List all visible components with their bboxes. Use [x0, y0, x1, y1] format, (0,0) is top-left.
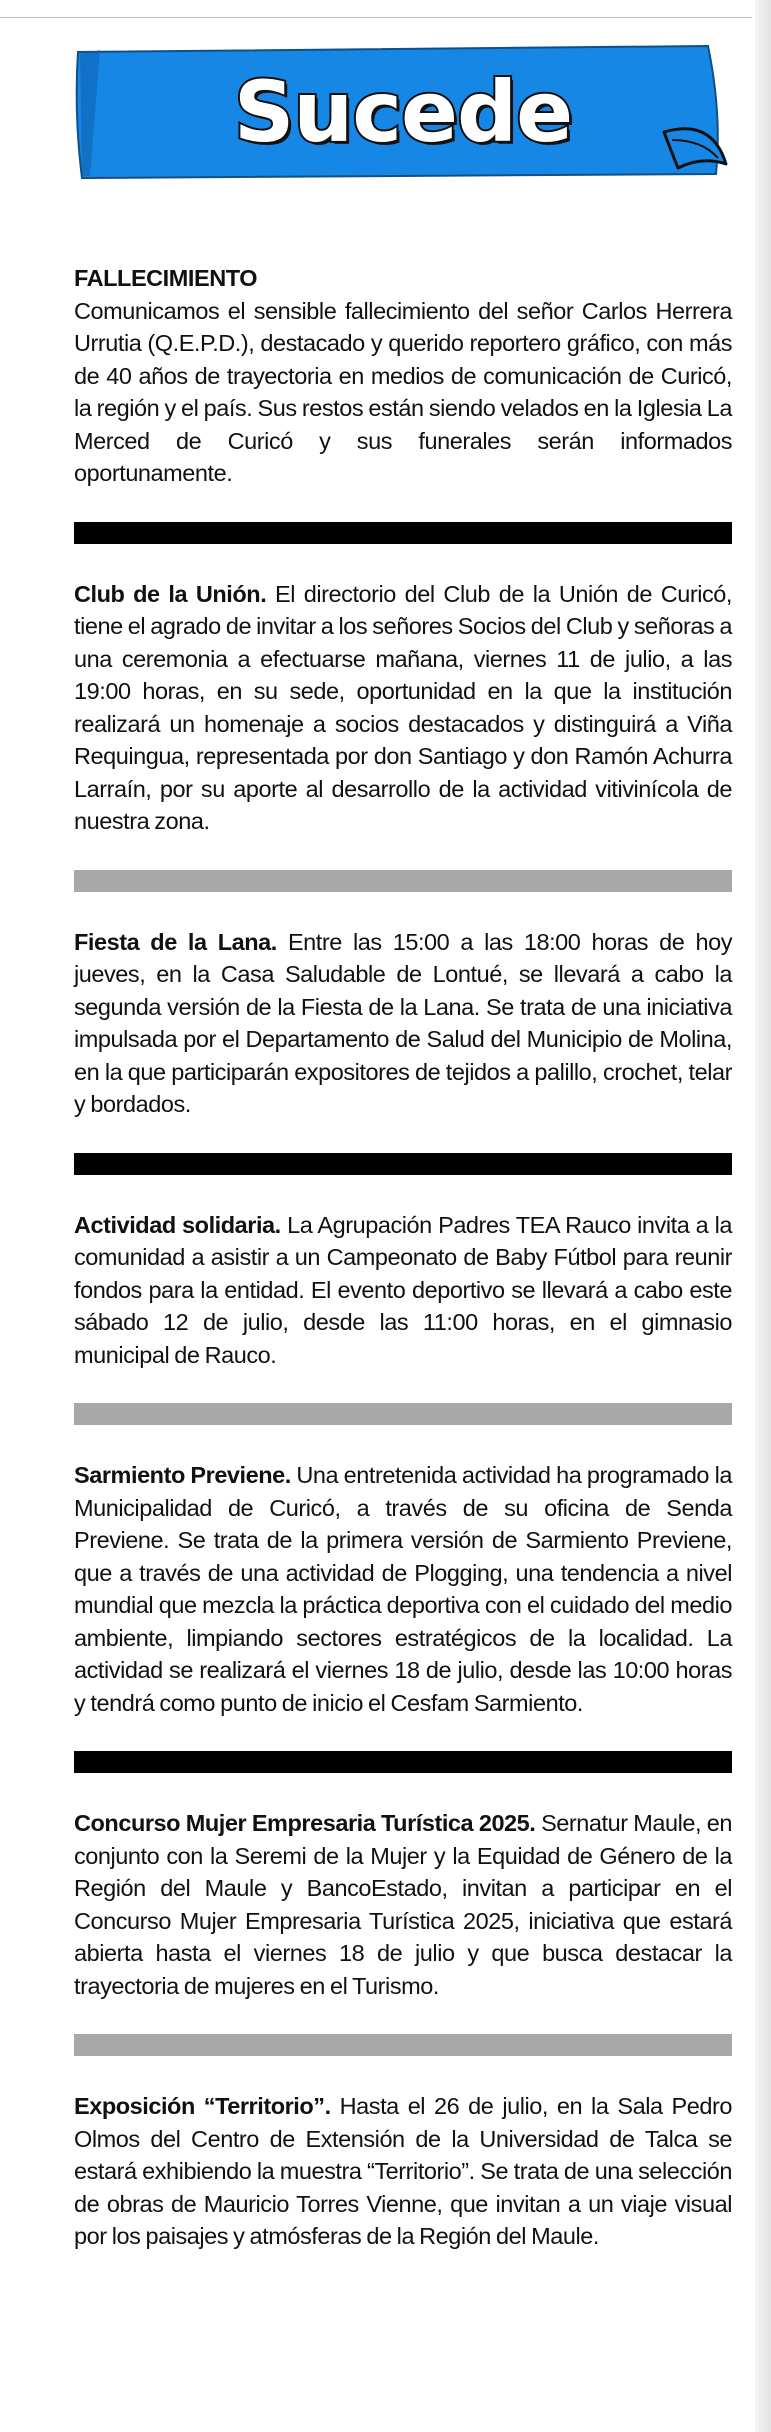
news-item	[74, 2090, 732, 2253]
separator-bar	[74, 870, 732, 892]
news-item	[74, 1459, 732, 1719]
news-item-body: Hasta el 26 de julio, en la Sala Pedro Olmos del Centro de Extensión de la Universidad de Talca se estará exhibiendo la muestra “Territorio”. Se trata de una selección de obras de Mauricio Torres Vienne, que invitan a un viaje visual por los paisajes y atmósferas de la Región del Maule.	[74, 2093, 732, 2249]
separator-bar	[74, 1403, 732, 1425]
banner-title: Sucede	[233, 63, 573, 161]
news-item	[74, 578, 732, 838]
separator-bar	[74, 1751, 732, 1773]
top-rule	[0, 17, 752, 18]
news-item-title: Actividad solidaria.	[74, 1211, 281, 1238]
separator-bar	[74, 2034, 732, 2056]
news-item-body: Una entretenida actividad ha programado la Municipalidad de Curicó, a través de su oficina de Senda Previene. Se trata de la primera versión de Sarmiento Previene, que a través de una actividad de Plogging, una tendencia a nivel mundial que mezcla la práctica deportiva con el cuidado del medio ambiente, limpiando sectores estratégicos de la localidad. La actividad se realizará el viernes 18 de julio, desde las 10:00 horas y tendrá como punto de inicio el Cesfam Sarmiento.	[74, 1462, 732, 1716]
news-item-body: Sernatur Maule, en conjunto con la Seremi de la Mujer y la Equidad de Género de la Región del Maule y BancoEstado, invitan a participar en el Concurso Mujer Empresaria Turística 2025, iniciativa que estará abierta hasta el viernes 18 de julio y que busca destacar la trayectoria de mujeres en el Turismo.	[74, 1810, 732, 1999]
news-item-title: Club de la Unión.	[74, 580, 267, 607]
news-item-title: FALLECIMIENTO	[74, 265, 258, 291]
news-item	[74, 926, 732, 1121]
news-item	[74, 1209, 732, 1372]
news-item-title: Exposición “Territorio”.	[74, 2093, 331, 2119]
news-item-body: El directorio del Club de la Unión de Curicó, tiene el agrado de invitar a los señores Socios del Club y señoras a una ceremonia a efectuarse mañana, viernes 11 de julio, a las 19:00 horas, en su sede, oportunidad en la que la institución realizará un homenaje a socios destacados y distinguirá a Viña Requingua, representada por don Santiago y don Ramón Achurra Larraín, por su aporte al desarrollo de la actividad vitivinícola de nuestra zona.	[74, 580, 732, 834]
news-item-title: Fiesta de la Lana.	[74, 928, 277, 955]
section-banner	[72, 44, 734, 180]
news-item-body: La Agrupación Padres TEA Rauco invita a la comunidad a asistir a un Campeonato de Baby Fútbol para reunir fondos para la entidad. El evento deportivo se llevará a cabo este sábado 12 de julio, desde las 11:00 horas, en el gimnasio municipal de Rauco.	[74, 1211, 732, 1368]
news-column	[74, 262, 732, 2253]
news-item	[74, 1807, 732, 2002]
news-item	[74, 262, 732, 490]
separator-bar	[74, 1153, 732, 1175]
news-item-body: Comunicamos el sensible fallecimiento del señor Carlos Herrera Urrutia (Q.E.P.D.), destacado y querido reportero gráfico, con más de 40 años de trayectoria en medios de comunicación de Curicó, la región y el país. Sus restos están siendo velados en la Iglesia La Merced de Curicó y sus funerales serán informados oportunamente.	[74, 297, 732, 486]
page-edge	[755, 0, 771, 2432]
separator-bar	[74, 522, 732, 544]
news-item-title: Sarmiento Previene.	[74, 1462, 291, 1488]
news-item-title: Concurso Mujer Empresaria Turística 2025.	[74, 1810, 536, 1836]
news-item-body: Entre las 15:00 a las 18:00 horas de hoy jueves, en la Casa Saludable de Lontué, se llevará a cabo la segunda versión de la Fiesta de la Lana. Se trata de una iniciativa impulsada por el Departamento de Salud del Municipio de Molina, en la que participarán expositores de tejidos a palillo, crochet, telar y bordados.	[74, 928, 732, 1117]
